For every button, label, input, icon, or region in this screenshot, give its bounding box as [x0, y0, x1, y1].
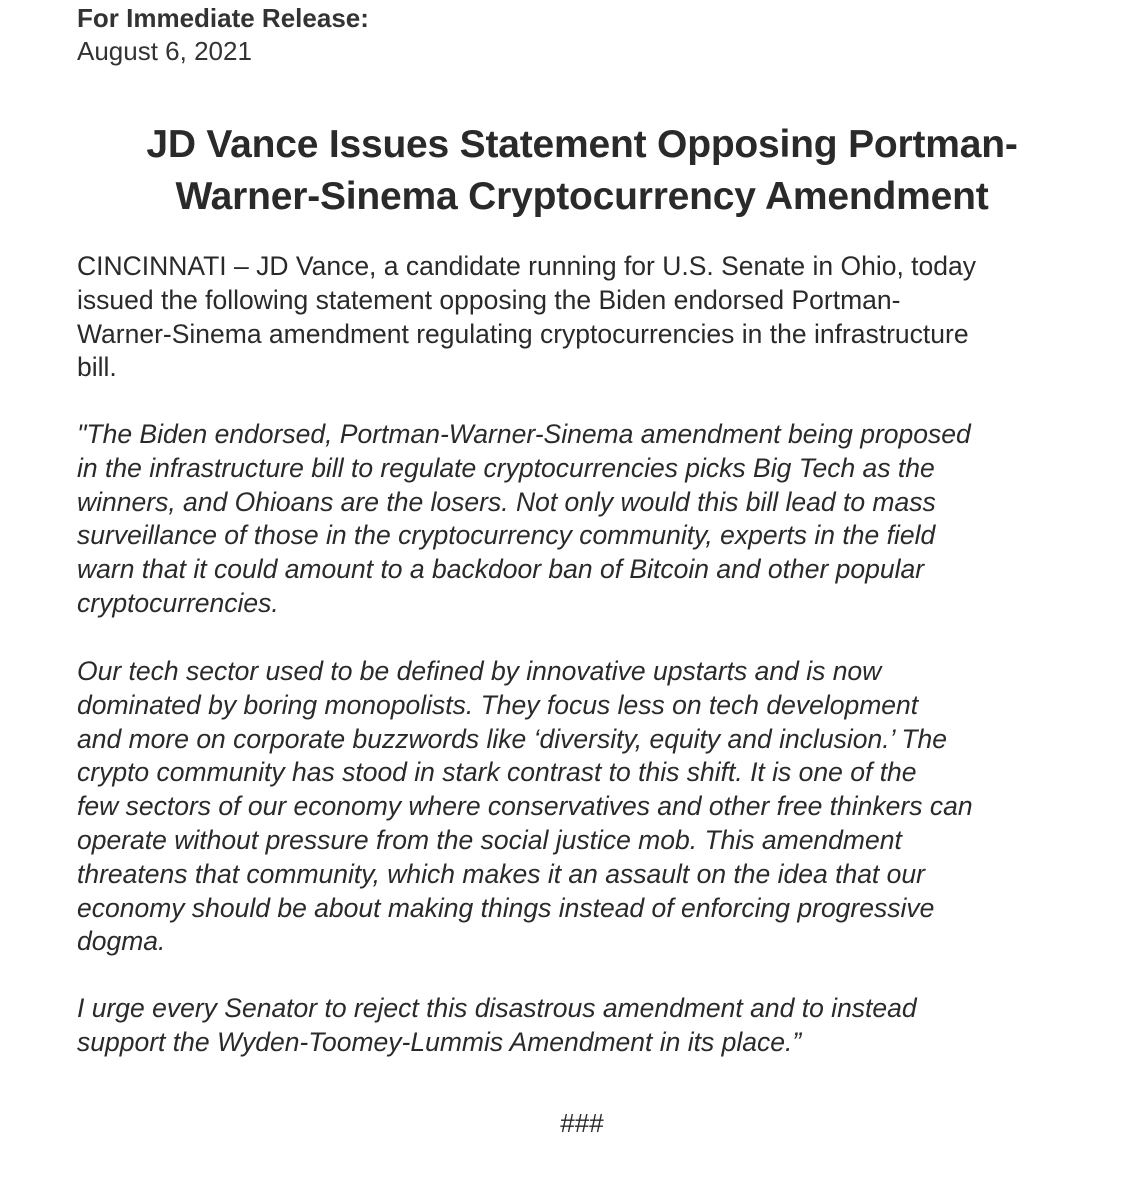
- text-line: issued the following statement opposing the Biden endorsed Portman-: [77, 284, 901, 315]
- text-line: support the Wyden-Toomey-Lummis Amendment in its place.”: [77, 1026, 802, 1057]
- text-line: cryptocurrencies.: [77, 587, 279, 618]
- headline: [60, 119, 1104, 223]
- text-line: Our tech sector used to be defined by innovative upstarts and is now: [77, 656, 882, 686]
- release-label: For Immediate Release:: [77, 3, 369, 33]
- text-line: economy should be about making things instead of enforcing progressive: [77, 892, 935, 923]
- quote-paragraph-3: [77, 992, 1117, 1060]
- text-line: I urge every Senator to reject this disastrous amendment and to instead: [77, 993, 917, 1023]
- text-line: warn that it could amount to a backdoor ban of Bitcoin and other popular: [77, 554, 925, 585]
- quote-paragraph-1: [77, 418, 1117, 621]
- text-line: CINCINNATI – JD Vance, a candidate running for U.S. Senate in Ohio, today: [77, 251, 976, 281]
- text-line: and more on corporate buzzwords like ‘diversity, equity and inclusion.’ The: [77, 723, 948, 754]
- text-line: operate without pressure from the social justice mob. This amendment: [77, 824, 902, 855]
- text-line: winners, and Ohioans are the losers. Not only would this bill lead to mass: [77, 486, 936, 517]
- text-line: crypto community has stood in stark contrast to this shift. It is one of the: [77, 757, 917, 788]
- text-line: surveillance of those in the cryptocurrency community, experts in the field: [77, 520, 936, 551]
- headline-line: JD Vance Issues Statement Opposing Portman-: [146, 123, 1018, 166]
- intro-paragraph: [77, 250, 1117, 385]
- end-mark: ###: [560, 1108, 604, 1138]
- text-line: few sectors of our economy where conservatives and other free thinkers can: [77, 791, 973, 822]
- headline-line: Warner-Sinema Cryptocurrency Amendment: [175, 175, 989, 218]
- text-line: dominated by boring monopolists. They focus less on tech development: [77, 689, 919, 720]
- text-line: bill.: [77, 352, 117, 383]
- quote-paragraph-2: [77, 655, 1117, 959]
- text-line: in the infrastructure bill to regulate cryptocurrencies picks Big Tech as the: [77, 452, 935, 483]
- text-line: dogma.: [77, 926, 166, 957]
- text-line: Warner-Sinema amendment regulating cryptocurrencies in the infrastructure: [77, 318, 969, 349]
- text-line: "The Biden endorsed, Portman-Warner-Sinema amendment being proposed: [77, 419, 971, 449]
- release-date: August 6, 2021: [77, 36, 252, 66]
- text-line: threatens that community, which makes it an assault on the idea that our: [77, 858, 925, 889]
